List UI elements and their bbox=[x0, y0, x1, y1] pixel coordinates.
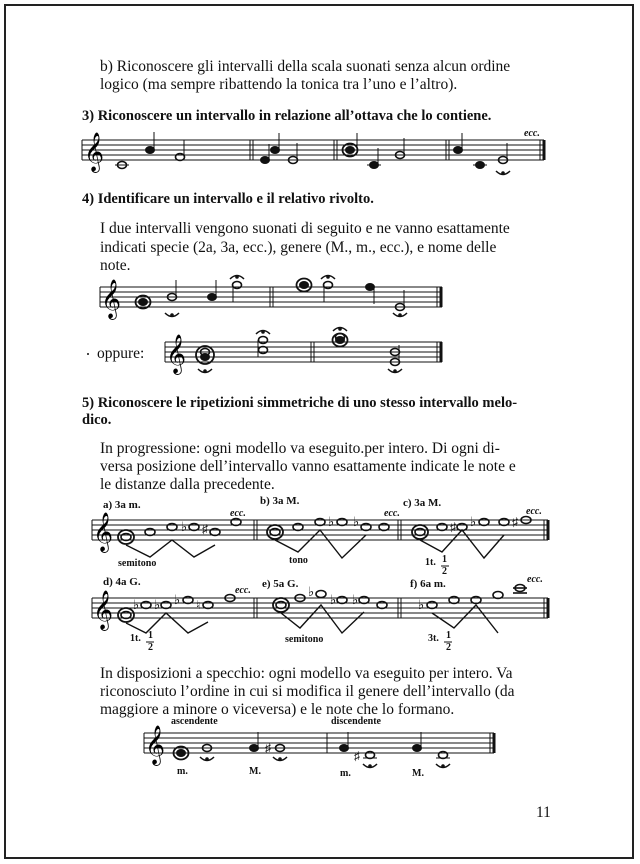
major-label: M. bbox=[249, 766, 261, 777]
semitono-label: semitono bbox=[285, 634, 324, 645]
fraction-whole: 3t. bbox=[428, 633, 439, 644]
text-line: note. bbox=[100, 257, 131, 274]
fraction-den: 2 bbox=[446, 642, 451, 653]
ecc-label: ecc. bbox=[384, 508, 400, 519]
svg-text:♯: ♯ bbox=[202, 522, 208, 536]
text-line: maggiore a minore o viceversa) e le note che lo formano. bbox=[100, 701, 455, 718]
example-b-label: b) 3a M. bbox=[260, 495, 300, 507]
section-heading-3: 3) Riconoscere un intervallo in relazione all’ottava che lo contiene. bbox=[82, 108, 492, 124]
minor-label: m. bbox=[177, 766, 188, 777]
semitono-label: semitono bbox=[118, 558, 157, 569]
svg-text:♭: ♭ bbox=[133, 597, 140, 612]
text-line: b) Riconoscere gli intervalli della scala suonati senza alcun ordine bbox=[100, 58, 511, 75]
ecc-label: ecc. bbox=[524, 128, 540, 139]
minor-label: m. bbox=[340, 768, 351, 779]
example-e-label: e) 5a G. bbox=[262, 578, 299, 590]
fraction-den: 2 bbox=[148, 642, 153, 653]
svg-text:♭: ♭ bbox=[352, 592, 359, 607]
text-line: versa posizione dell’intervallo vanno esattamente indicate le note e bbox=[100, 458, 516, 475]
svg-text:♯: ♯ bbox=[512, 515, 518, 529]
ecc-label: ecc. bbox=[526, 506, 542, 517]
svg-text:𝄞: 𝄞 bbox=[166, 334, 187, 374]
section-heading-5: 5) Riconoscere le ripetizioni simmetriche di uno stesso intervallo melo- bbox=[82, 395, 518, 411]
text-line: In disposizioni a specchio: ogni modello va eseguito per intero. Va bbox=[100, 665, 513, 682]
text-line: riconosciuto l’ordine in cui si modifica il genere dell’intervallo (da bbox=[100, 683, 515, 700]
svg-text:𝄞: 𝄞 bbox=[93, 512, 114, 552]
svg-text:♭: ♭ bbox=[330, 592, 337, 607]
svg-text:♯: ♯ bbox=[265, 741, 271, 755]
ascendente-label: ascendente bbox=[171, 716, 218, 727]
example-c-label: c) 3a M. bbox=[403, 497, 442, 509]
svg-text:♯: ♯ bbox=[354, 749, 360, 763]
svg-text:♭: ♭ bbox=[328, 514, 335, 529]
fraction-den: 2 bbox=[442, 566, 447, 577]
svg-text:𝄞: 𝄞 bbox=[101, 279, 122, 319]
text-line: I due intervalli vengono suonati di seguito e ne vanno esattamente bbox=[100, 220, 510, 237]
ecc-label: ecc. bbox=[230, 508, 246, 519]
svg-text:𝄞: 𝄞 bbox=[93, 590, 114, 630]
section-heading-5-cont: dico. bbox=[82, 412, 112, 428]
text-line: logico (ma sempre ribattendo la tonica tra l’uno e l’altro). bbox=[100, 76, 458, 93]
text-line: In progressione: ogni modello va eseguito.per intero. Di ogni di- bbox=[100, 440, 500, 457]
ecc-label: ecc. bbox=[527, 574, 543, 585]
tono-label: tono bbox=[289, 555, 308, 566]
fraction-whole: 1t. bbox=[130, 633, 141, 644]
svg-text:♭: ♭ bbox=[418, 597, 425, 612]
treble-clef-icon: 𝄞 bbox=[84, 132, 105, 172]
text-line: indicati specie (2a, 3a, ecc.), genere (M., m., ecc.), e nome delle bbox=[100, 239, 497, 256]
discendente-label: discendente bbox=[331, 716, 381, 727]
ecc-label: ecc. bbox=[235, 585, 251, 596]
fraction-num: 1 bbox=[446, 630, 451, 641]
oppure-label: oppure: bbox=[97, 345, 145, 362]
fraction-whole: 1t. bbox=[425, 557, 436, 568]
svg-text:♭: ♭ bbox=[181, 519, 188, 534]
svg-text:♯: ♯ bbox=[450, 520, 456, 534]
fraction-num: 1 bbox=[148, 630, 153, 641]
text-line: le distanze dalla precedente. bbox=[100, 476, 275, 493]
example-a-label: a) 3a m. bbox=[103, 499, 141, 511]
page-number: 11 bbox=[536, 804, 551, 821]
fraction-num: 1 bbox=[442, 554, 447, 565]
svg-text:𝄞: 𝄞 bbox=[145, 725, 166, 765]
example-f-label: f) 6a m. bbox=[410, 578, 446, 590]
example-d-label: d) 4a G. bbox=[103, 576, 141, 588]
svg-text:♭: ♭ bbox=[470, 514, 477, 529]
svg-text:♮: ♮ bbox=[196, 598, 201, 612]
svg-text:♭: ♭ bbox=[154, 597, 161, 612]
svg-text:♭: ♭ bbox=[353, 514, 360, 529]
major-label: M. bbox=[412, 768, 424, 779]
section-heading-4: 4) Identificare un intervallo e il relativo rivolto. bbox=[82, 191, 374, 207]
svg-text:♭: ♭ bbox=[308, 584, 315, 599]
svg-text:♭: ♭ bbox=[174, 592, 181, 607]
